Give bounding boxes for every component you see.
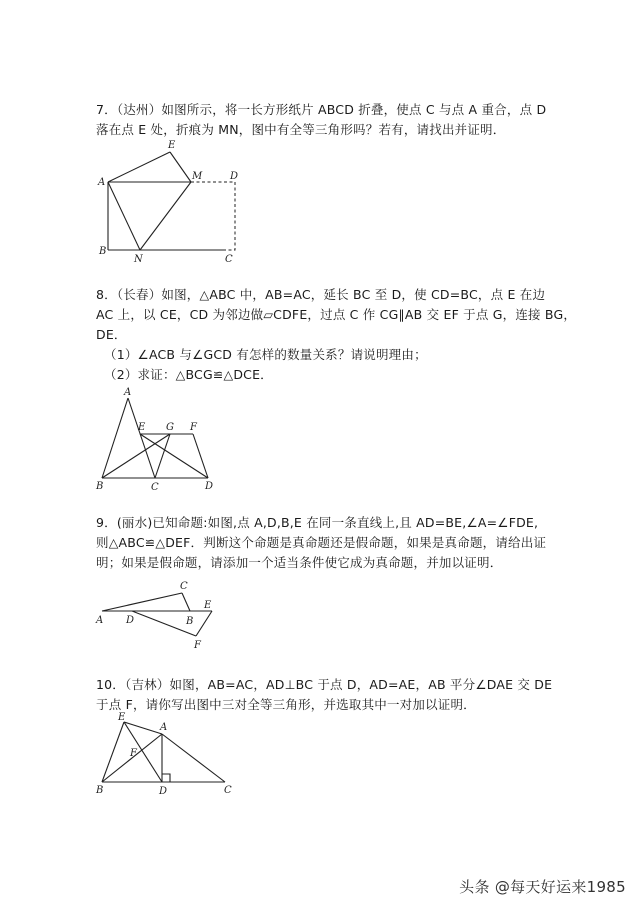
- label-d: D: [126, 615, 135, 626]
- edge-de: [140, 434, 208, 478]
- edge-cb: [182, 593, 190, 611]
- edge-bg: [102, 434, 170, 478]
- edge-em: [170, 152, 191, 182]
- edge-fe: [196, 611, 212, 636]
- problem-8-line-3: DE．: [96, 327, 127, 342]
- label-b: B: [99, 246, 107, 257]
- problem-8-question-2: （2）求证：△BCG≌△DCE．: [104, 367, 273, 382]
- label-d: D: [159, 786, 168, 797]
- edge-an: [108, 182, 140, 250]
- label-c: C: [151, 482, 159, 493]
- label-e: E: [204, 600, 212, 611]
- label-b: B: [96, 481, 104, 492]
- label-c: C: [224, 785, 232, 796]
- label-c: C: [180, 581, 188, 592]
- label-f: F: [190, 422, 197, 433]
- problem-8-text: [96, 285, 577, 385]
- edge-ab: [102, 398, 128, 478]
- problem-10-line-1: 10．（吉林）如图，AB=AC，AD⊥BC 于点 D，AD=AE，AB 平分∠DAE 交 DE: [96, 677, 553, 692]
- problem-8-line-2: AC 上，以 CE，CD 为邻边做▱CDFE，过点 C 作 CG∥AB 交 EF 于点 G，连接 BG，: [96, 307, 577, 322]
- label-e: E: [138, 422, 146, 433]
- edge-ac: [102, 593, 182, 611]
- problem-7-line-1: 7．（达州）如图所示，将一长方形纸片 ABCD 折叠，使点 C 与点 A 重合，点 D: [96, 102, 547, 117]
- edge-ac: [162, 734, 225, 782]
- edge-fd: [193, 434, 208, 478]
- label-a: A: [98, 177, 106, 188]
- label-b: B: [96, 785, 104, 796]
- problem-9-line-2: 则△ABC≌△DEF．判断这个命题是真命题还是假命题，如果是真命题，请给出证: [96, 535, 547, 550]
- watermark: 头条 @每天好运来1985: [459, 878, 626, 896]
- label-b: B: [186, 616, 194, 627]
- problem-7-text: [96, 100, 556, 140]
- label-g: G: [166, 422, 174, 433]
- problem-8-question-1: （1）∠ACB 与∠GCD 有怎样的数量关系？请说明理由；: [104, 347, 427, 362]
- label-a: A: [124, 387, 132, 398]
- label-e: E: [118, 712, 126, 723]
- problem-10-line-2: 于点 F，请你写出图中三对全等三角形，并选取其中一对加以证明．: [96, 697, 476, 712]
- problem-9-text: [96, 513, 556, 573]
- label-f: F: [130, 748, 137, 759]
- edge-cg: [155, 434, 170, 478]
- label-f: F: [194, 640, 201, 651]
- rect-dashed-edges: [191, 182, 235, 250]
- label-e: E: [168, 140, 176, 151]
- edge-ac: [128, 398, 155, 478]
- problem-7-figure: [90, 138, 260, 268]
- problem-10-text: [96, 675, 556, 715]
- label-d: D: [205, 481, 214, 492]
- label-n: N: [134, 254, 143, 265]
- problem-8-figure: [90, 388, 230, 496]
- fold-mn: [140, 182, 191, 250]
- problem-8-line-1: 8．（长春）如图，△ABC 中，AB=AC，延长 BC 至 D，使 CD=BC，点 E 在边: [96, 287, 546, 302]
- problem-9-line-1: 9．(丽水)已知命题:如图,点 A,D,B,E 在同一条直线上,且 AD=BE,∠A=∠FDE,: [96, 515, 539, 530]
- problem-9-figure: [94, 578, 224, 658]
- label-a: A: [96, 615, 104, 626]
- edge-ae: [108, 152, 170, 182]
- label-d: D: [230, 171, 239, 182]
- problem-10-figure: [90, 712, 250, 802]
- label-a: A: [160, 722, 168, 733]
- right-angle-mark: [162, 774, 170, 782]
- problem-7-line-2: 落在点 E 处，折痕为 MN，图中有全等三角形吗？若有，请找出并证明．: [96, 122, 506, 137]
- label-c: C: [225, 254, 233, 265]
- label-m: M: [192, 171, 203, 182]
- problem-9-line-3: 明；如果是假命题，请添加一个适当条件使它成为真命题，并加以证明．: [96, 555, 503, 570]
- edge-ae: [124, 722, 162, 734]
